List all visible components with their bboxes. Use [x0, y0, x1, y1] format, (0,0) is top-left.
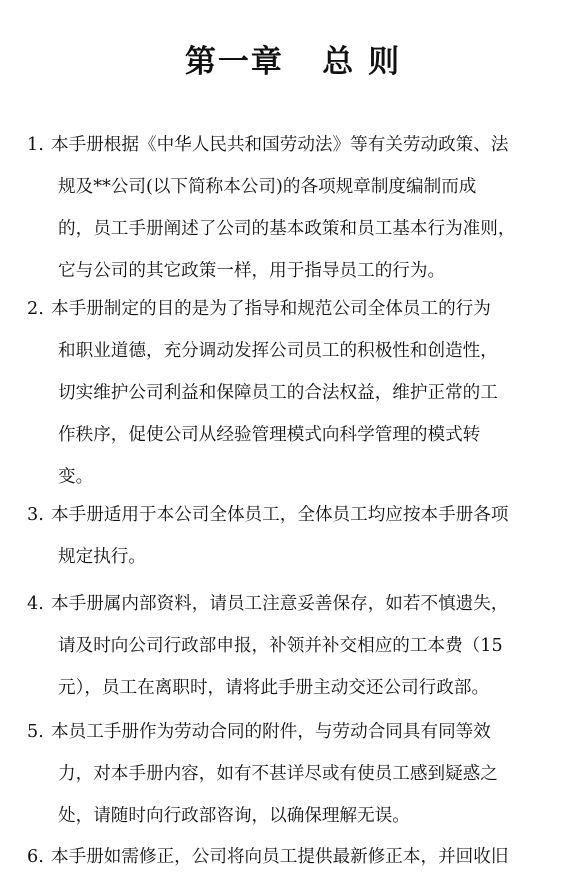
item-text-line: 切实维护公司利益和保障员工的合法权益，维护正常的工 [58, 383, 498, 403]
item-number: 6. [27, 847, 44, 867]
item-text-line: 本手册适用于本公司全体员工，全体员工均应按本手册各项 [51, 505, 509, 525]
item-text-line: 请及时向公司行政部申报，补领并补交相应的工本费（15 [58, 636, 503, 656]
item-text-line: 处，请随时向行政部咨询，以确保理解无误。 [58, 806, 410, 826]
item-text-line: 本手册如需修正，公司将向员工提供最新修正本，并回收旧 [51, 847, 509, 867]
item-text-line: 元），员工在离职时，请将此手册主动交还公司行政部。 [58, 678, 490, 698]
item-text-line: 它与公司的其它政策一样，用于指导员工的行为。 [58, 261, 446, 281]
item-text-line: 和职业道德，充分调动发挥公司员工的积极性和创造性， [58, 341, 498, 361]
list-item-6 [27, 836, 572, 878]
item-text-line: 本手册根据《中华人民共和国劳动法》等有关劳动政策、法 [51, 135, 509, 155]
item-text-line: 力，对本手册内容，如有不甚详尽或有使员工感到疑惑之 [58, 764, 498, 784]
item-number: 2. [27, 299, 44, 319]
item-text-line: 的，员工手册阐述了公司的基本政策和员工基本行为准则， [58, 219, 516, 239]
list-item-3 [27, 494, 572, 578]
list-item-5 [27, 711, 572, 837]
list-item-2 [27, 288, 572, 498]
item-text-line: 变。 [58, 467, 94, 487]
item-text-line: 本手册属内部资料，请员工注意妥善保存，如若不慎遗失， [51, 594, 509, 614]
item-text-line: 作秩序，促使公司从经验管理模式向科学管理的模式转 [58, 425, 481, 445]
item-text-line: 规定执行。 [58, 547, 146, 567]
chapter-title: 第一章 总 则 [184, 44, 402, 80]
list-item-4 [27, 583, 572, 709]
item-number: 4. [27, 594, 44, 614]
item-text-line: 本手册制定的目的是为了指导和规范公司全体员工的行为 [51, 299, 491, 319]
item-number: 3. [27, 505, 44, 525]
list-item-1 [27, 124, 572, 292]
item-number: 5. [27, 722, 44, 742]
item-text-line: 规及**公司(以下简称本公司)的各项规章制度编制而成 [58, 177, 477, 197]
item-text-line: 本员工手册作为劳动合同的附件，与劳动合同具有同等效 [51, 722, 491, 742]
item-number: 1. [27, 135, 44, 155]
